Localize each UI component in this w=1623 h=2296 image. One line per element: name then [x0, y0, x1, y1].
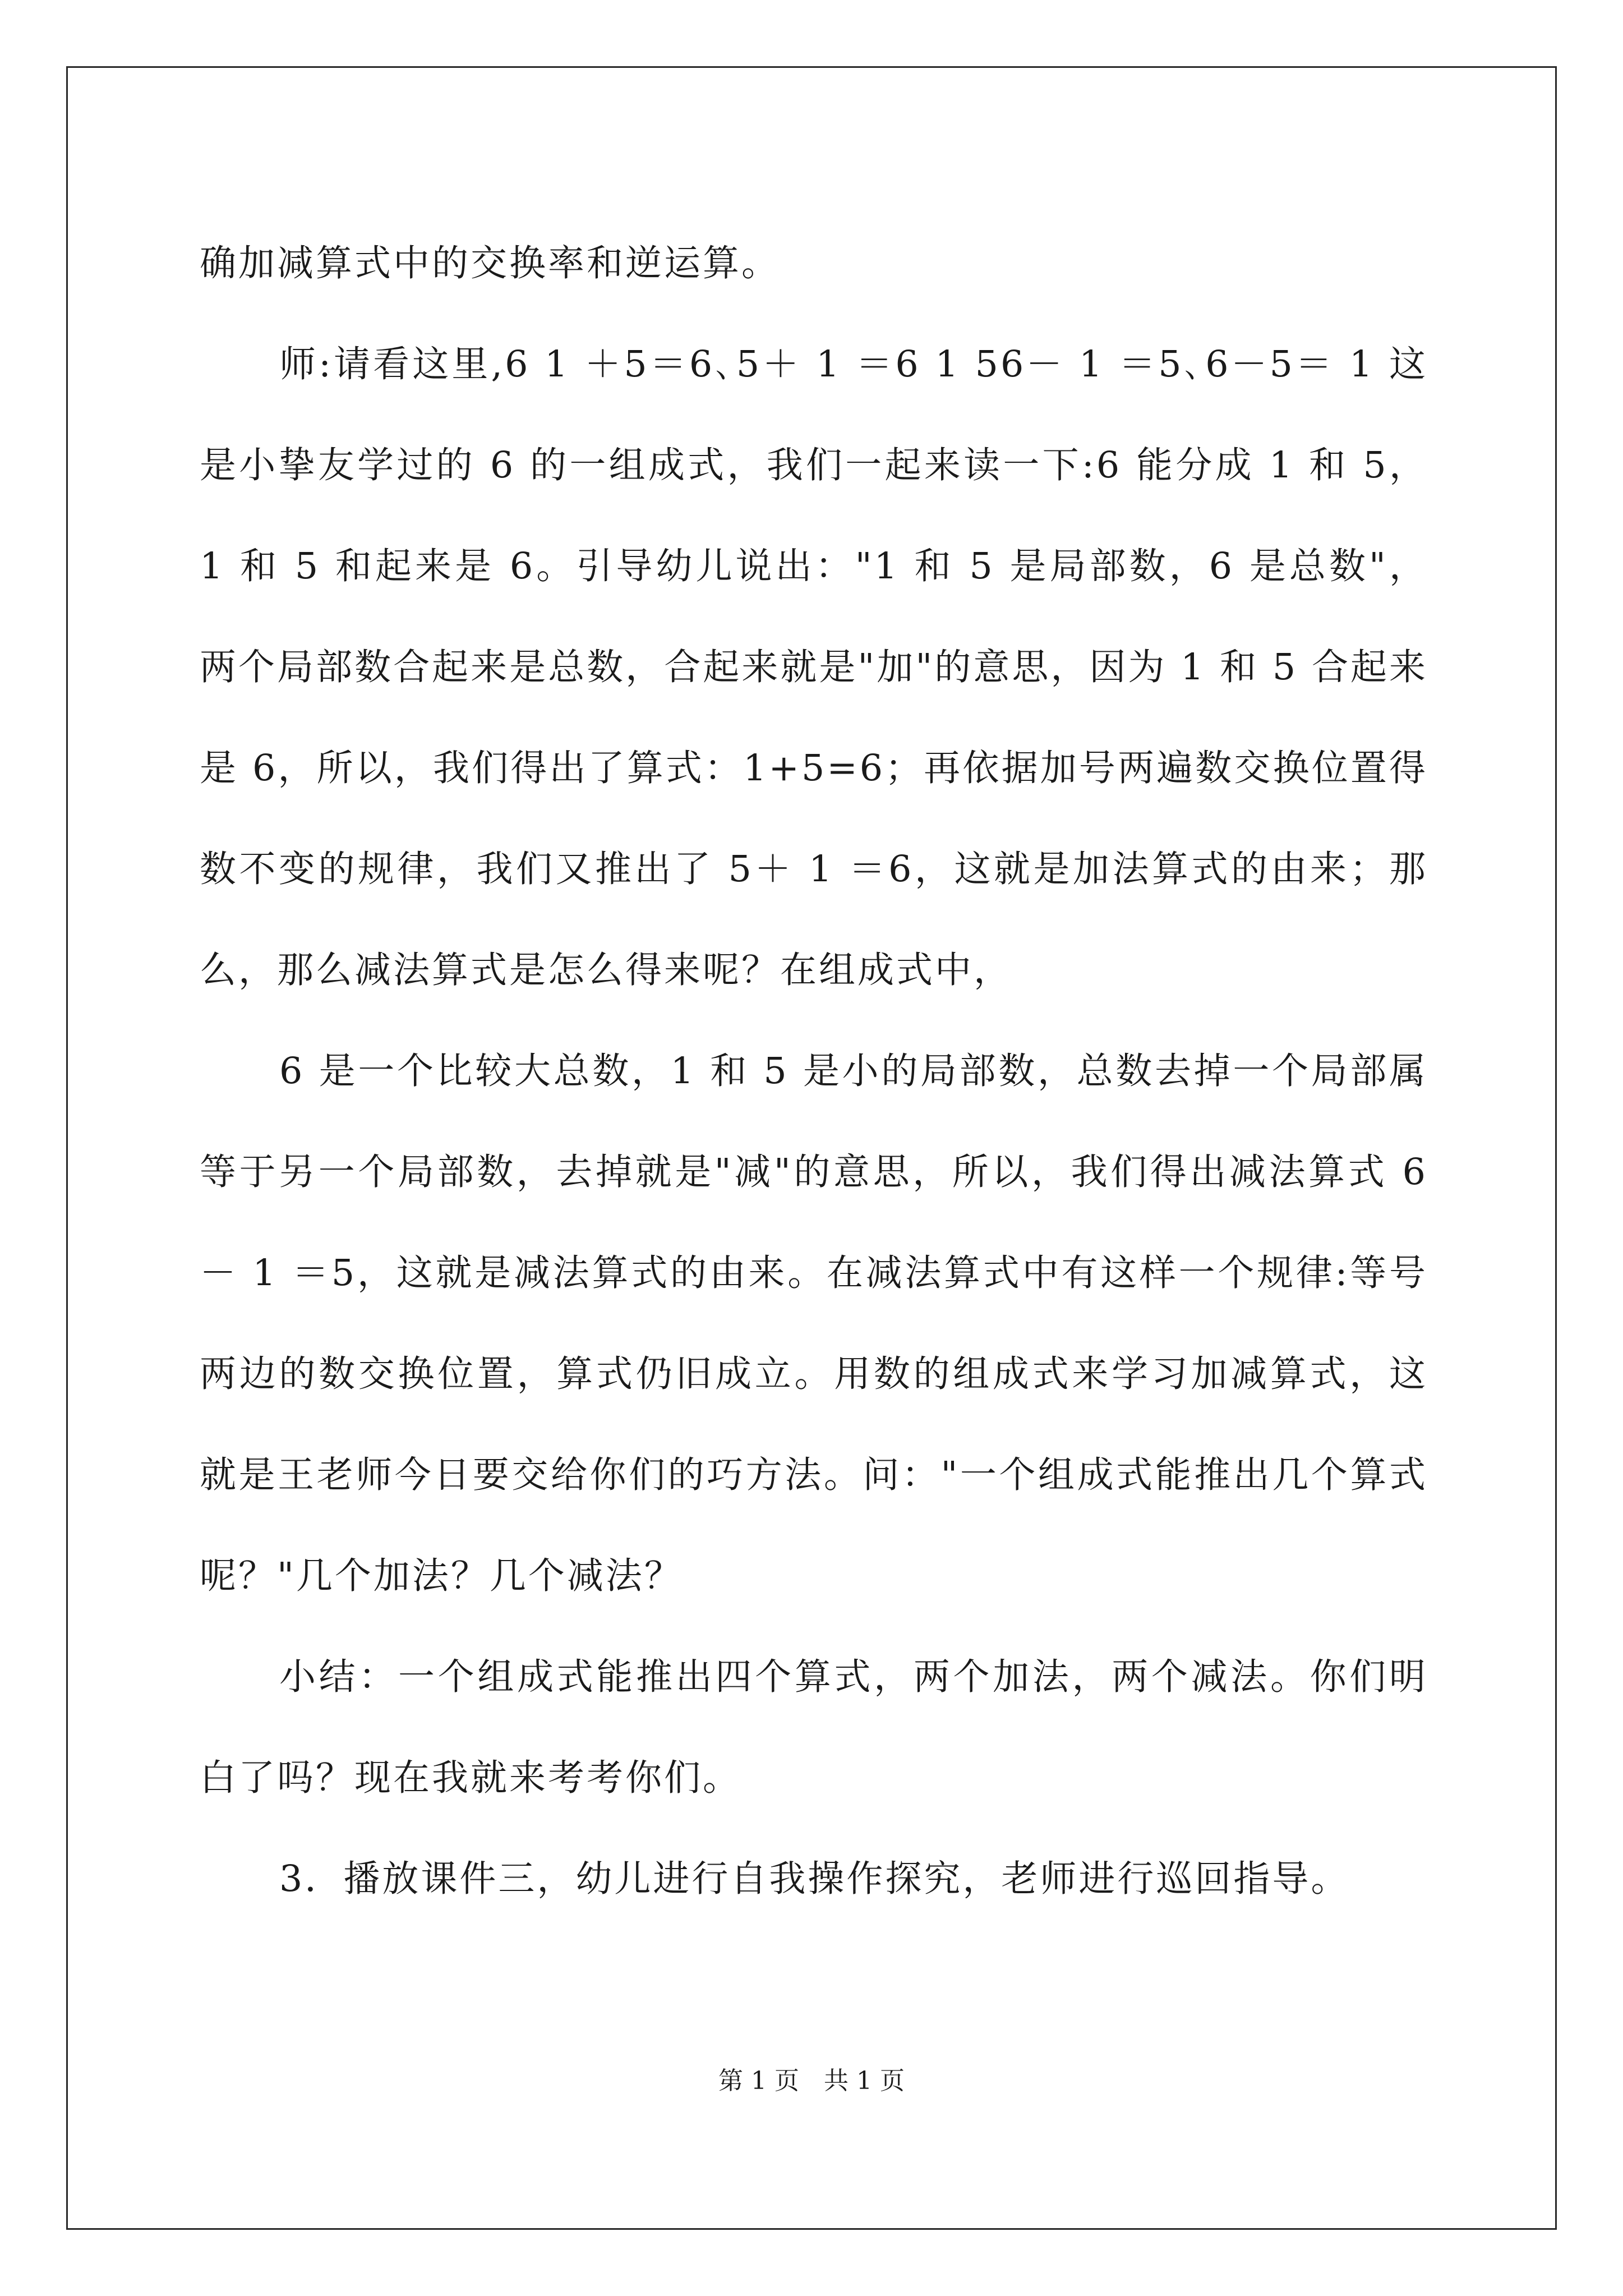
paragraph-5: 3．播放课件三，幼儿进行自我操作探究，老师进行巡回指导。	[279, 1858, 1350, 1900]
paragraph-3: 6 是一个比较大总数，1 和 5 是小的局部数，总数去掉一个局部属等于另一个局部数，去掉就是"减"的意思，所以，我们得出减法算式 6－ 1 ＝5，这就是减法算式的由来。在减法算式中有这样一个规律:等号两边的数交换位置，算式仍旧成立。用数的组成式来学习加减算式，这就是王老师今日要交给你们的巧方法。问："一个组成式能推出几个算式呢？"几个加法？几个减法？	[200, 1050, 1428, 1597]
paragraph-4: 小结：一个组成式能推出四个算式，两个加法，两个减法。你们明白了吗？现在我就来考考你们。	[200, 1656, 1428, 1799]
paragraph-2: 师:请看这里,6 1 ＋5＝6､5＋ 1 ＝6 1 56－ 1 ＝5､6－5＝ 1 这是小挚友学过的 6 的一组成式，我们一起来读一下:6 能分成 1 和 5，1 和 5 和起来是 6。引导幼儿说出："1 和 5 是局部数，6 是总数"，两个局部数合起来是总数，合起来就是"加"的意思，因为 1 和 5 合起来是 6，所以，我们得出了算式：1+5=6；再依据加号两遍数交换位置得数不变的规律，我们又推出了 5＋ 1 ＝6，这就是加法算式的由来；那么，那么减法算式是怎么得来呢？在组成式中，	[200, 343, 1428, 991]
paragraph-1: 确加减算式中的交换率和逆运算。	[200, 242, 781, 284]
page-footer: 第 1 页 共 1 页	[718, 2067, 905, 2095]
document-body	[200, 213, 1428, 1930]
